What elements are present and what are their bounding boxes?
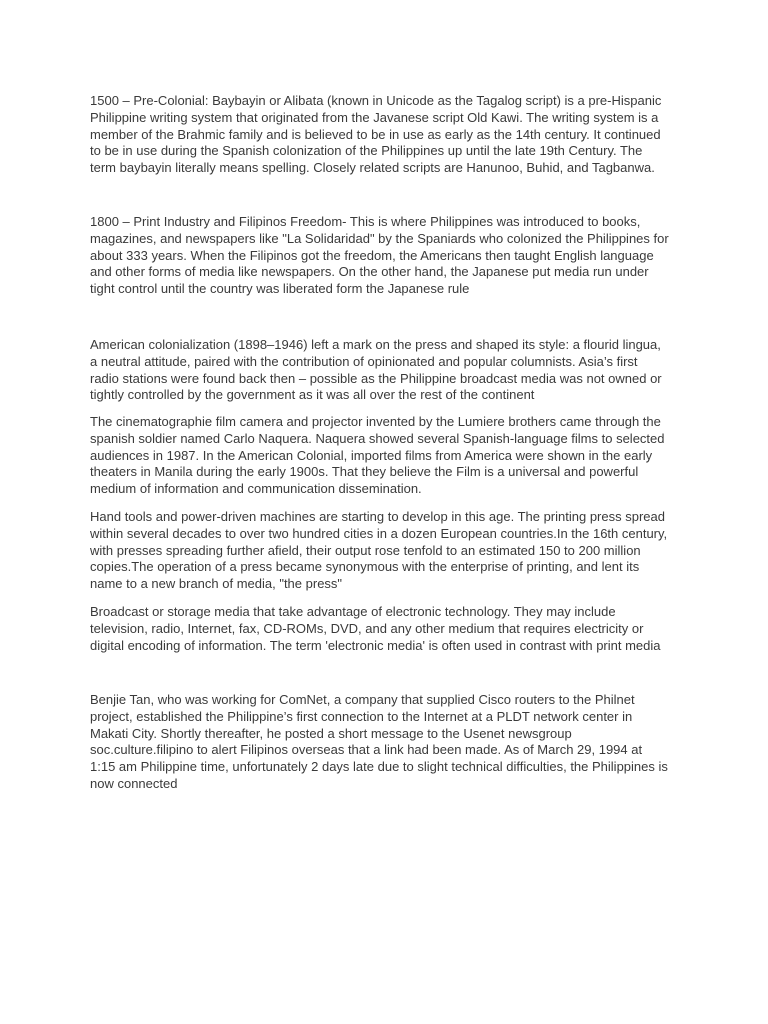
paragraph-line: now connected: [90, 775, 178, 791]
paragraph-print-industry: [90, 214, 690, 298]
paragraph-line: digital encoding of information. The term 'electronic media' is often used in contrast with print media: [90, 637, 661, 653]
paragraph-line: Philippine writing system that originated from the Javanese script Old Kawi. The writing system is a: [90, 109, 659, 125]
paragraph-line: and other forms of media like newspapers. On the other hand, the Japanese put media run under: [90, 264, 649, 280]
paragraph-line: term baybayin literally means spelling. Closely related scripts are Hanunoo, Buhid, and Tagbanwa.: [90, 160, 655, 176]
paragraph-pre-colonial: [90, 93, 690, 177]
paragraph-line: name to a new branch of media, "the press": [90, 576, 343, 592]
paragraph-line: Broadcast or storage media that take advantage of electronic technology. They may include: [90, 604, 616, 619]
paragraph-line: Benjie Tan, who was working for ComNet, a company that supplied Cisco routers to the Philnet: [90, 692, 635, 707]
paragraph-line: within several decades to over two hundred cities in a dozen European countries.In the 16th century,: [90, 525, 668, 541]
paragraph-line: spanish soldier named Carlo Naquera. Naquera showed several Spanish-language films to selected: [90, 430, 665, 446]
paragraph-cinematographie: [90, 414, 690, 498]
paragraph-line: 1800 – Print Industry and Filipinos Freedom- This is where Philippines was introduced to books,: [90, 214, 641, 229]
paragraph-line: project, established the Philippine’s first connection to the Internet at a PLDT network center in: [90, 708, 633, 724]
paragraph-internet-connection: [90, 692, 690, 793]
paragraph-line: a neutral attitude, paired with the contribution of opinionated and popular columnists. Asia’s first: [90, 353, 638, 369]
paragraph-line: medium of information and communication dissemination.: [90, 481, 422, 497]
paragraph-line: about 333 years. When the Filipinos got the freedom, the Americans then taught English language: [90, 247, 654, 263]
paragraph-line: radio stations were found back then – possible as the Philippine broadcast media was not owned or: [90, 370, 662, 386]
paragraph-line: Hand tools and power-driven machines are starting to develop in this age. The printing press spread: [90, 509, 665, 524]
paragraph-line: with presses spreading further afield, their output rose tenfold to an estimated 150 to 200 million: [90, 542, 641, 558]
paragraph-line: tightly controlled by the government as it was all over the rest of the continent: [90, 387, 535, 403]
paragraph-line: 1:15 am Philippine time, unfortunately 2 days late due to slight technical difficulties, the Philippines is: [90, 759, 668, 775]
paragraph-line: theaters in Manila during the early 1900s. That they believe the Film is a universal and powerful: [90, 464, 639, 480]
paragraph-line: to be in use during the Spanish colonization of the Philippines up until the late 19th Century. The: [90, 143, 643, 159]
paragraph-american-colonialization: [90, 337, 690, 404]
paragraph-line: The cinematographie film camera and projector invented by the Lumiere brothers came through the: [90, 414, 661, 429]
paragraph-line: American colonialization (1898–1946) left a mark on the press and shaped its style: a flourid lingua,: [90, 337, 661, 352]
paragraph-line: soc.culture.filipino to alert Filipinos overseas that a link had been made. As of March 29, 1994 at: [90, 742, 643, 758]
paragraph-line: member of the Brahmic family and is believed to be in use as early as the 14th century. It continued: [90, 126, 661, 142]
paragraph-electronic-media: [90, 604, 690, 654]
paragraph-line: 1500 – Pre-Colonial: Baybayin or Alibata (known in Unicode as the Tagalog script) is a pre-Hispanic: [90, 93, 662, 108]
paragraph-line: Makati City. Shortly thereafter, he posted a short message to the Usenet newsgroup: [90, 725, 572, 741]
paragraph-industrial-age: [90, 509, 690, 593]
paragraph-line: television, radio, Internet, fax, CD-ROMs, DVD, and any other medium that requires electricity or: [90, 620, 644, 636]
paragraph-line: audiences in 1987. In the American Colonial, imported films from America were shown in the early: [90, 447, 653, 463]
paragraph-line: copies.The operation of a press became synonymous with the enterprise of printing, and lent its: [90, 559, 640, 575]
paragraph-line: tight control until the country was liberated form the Japanese rule: [90, 281, 470, 297]
paragraph-line: magazines, and newspapers like "La Solidaridad" by the Spaniards who colonized the Philippines for: [90, 230, 669, 246]
